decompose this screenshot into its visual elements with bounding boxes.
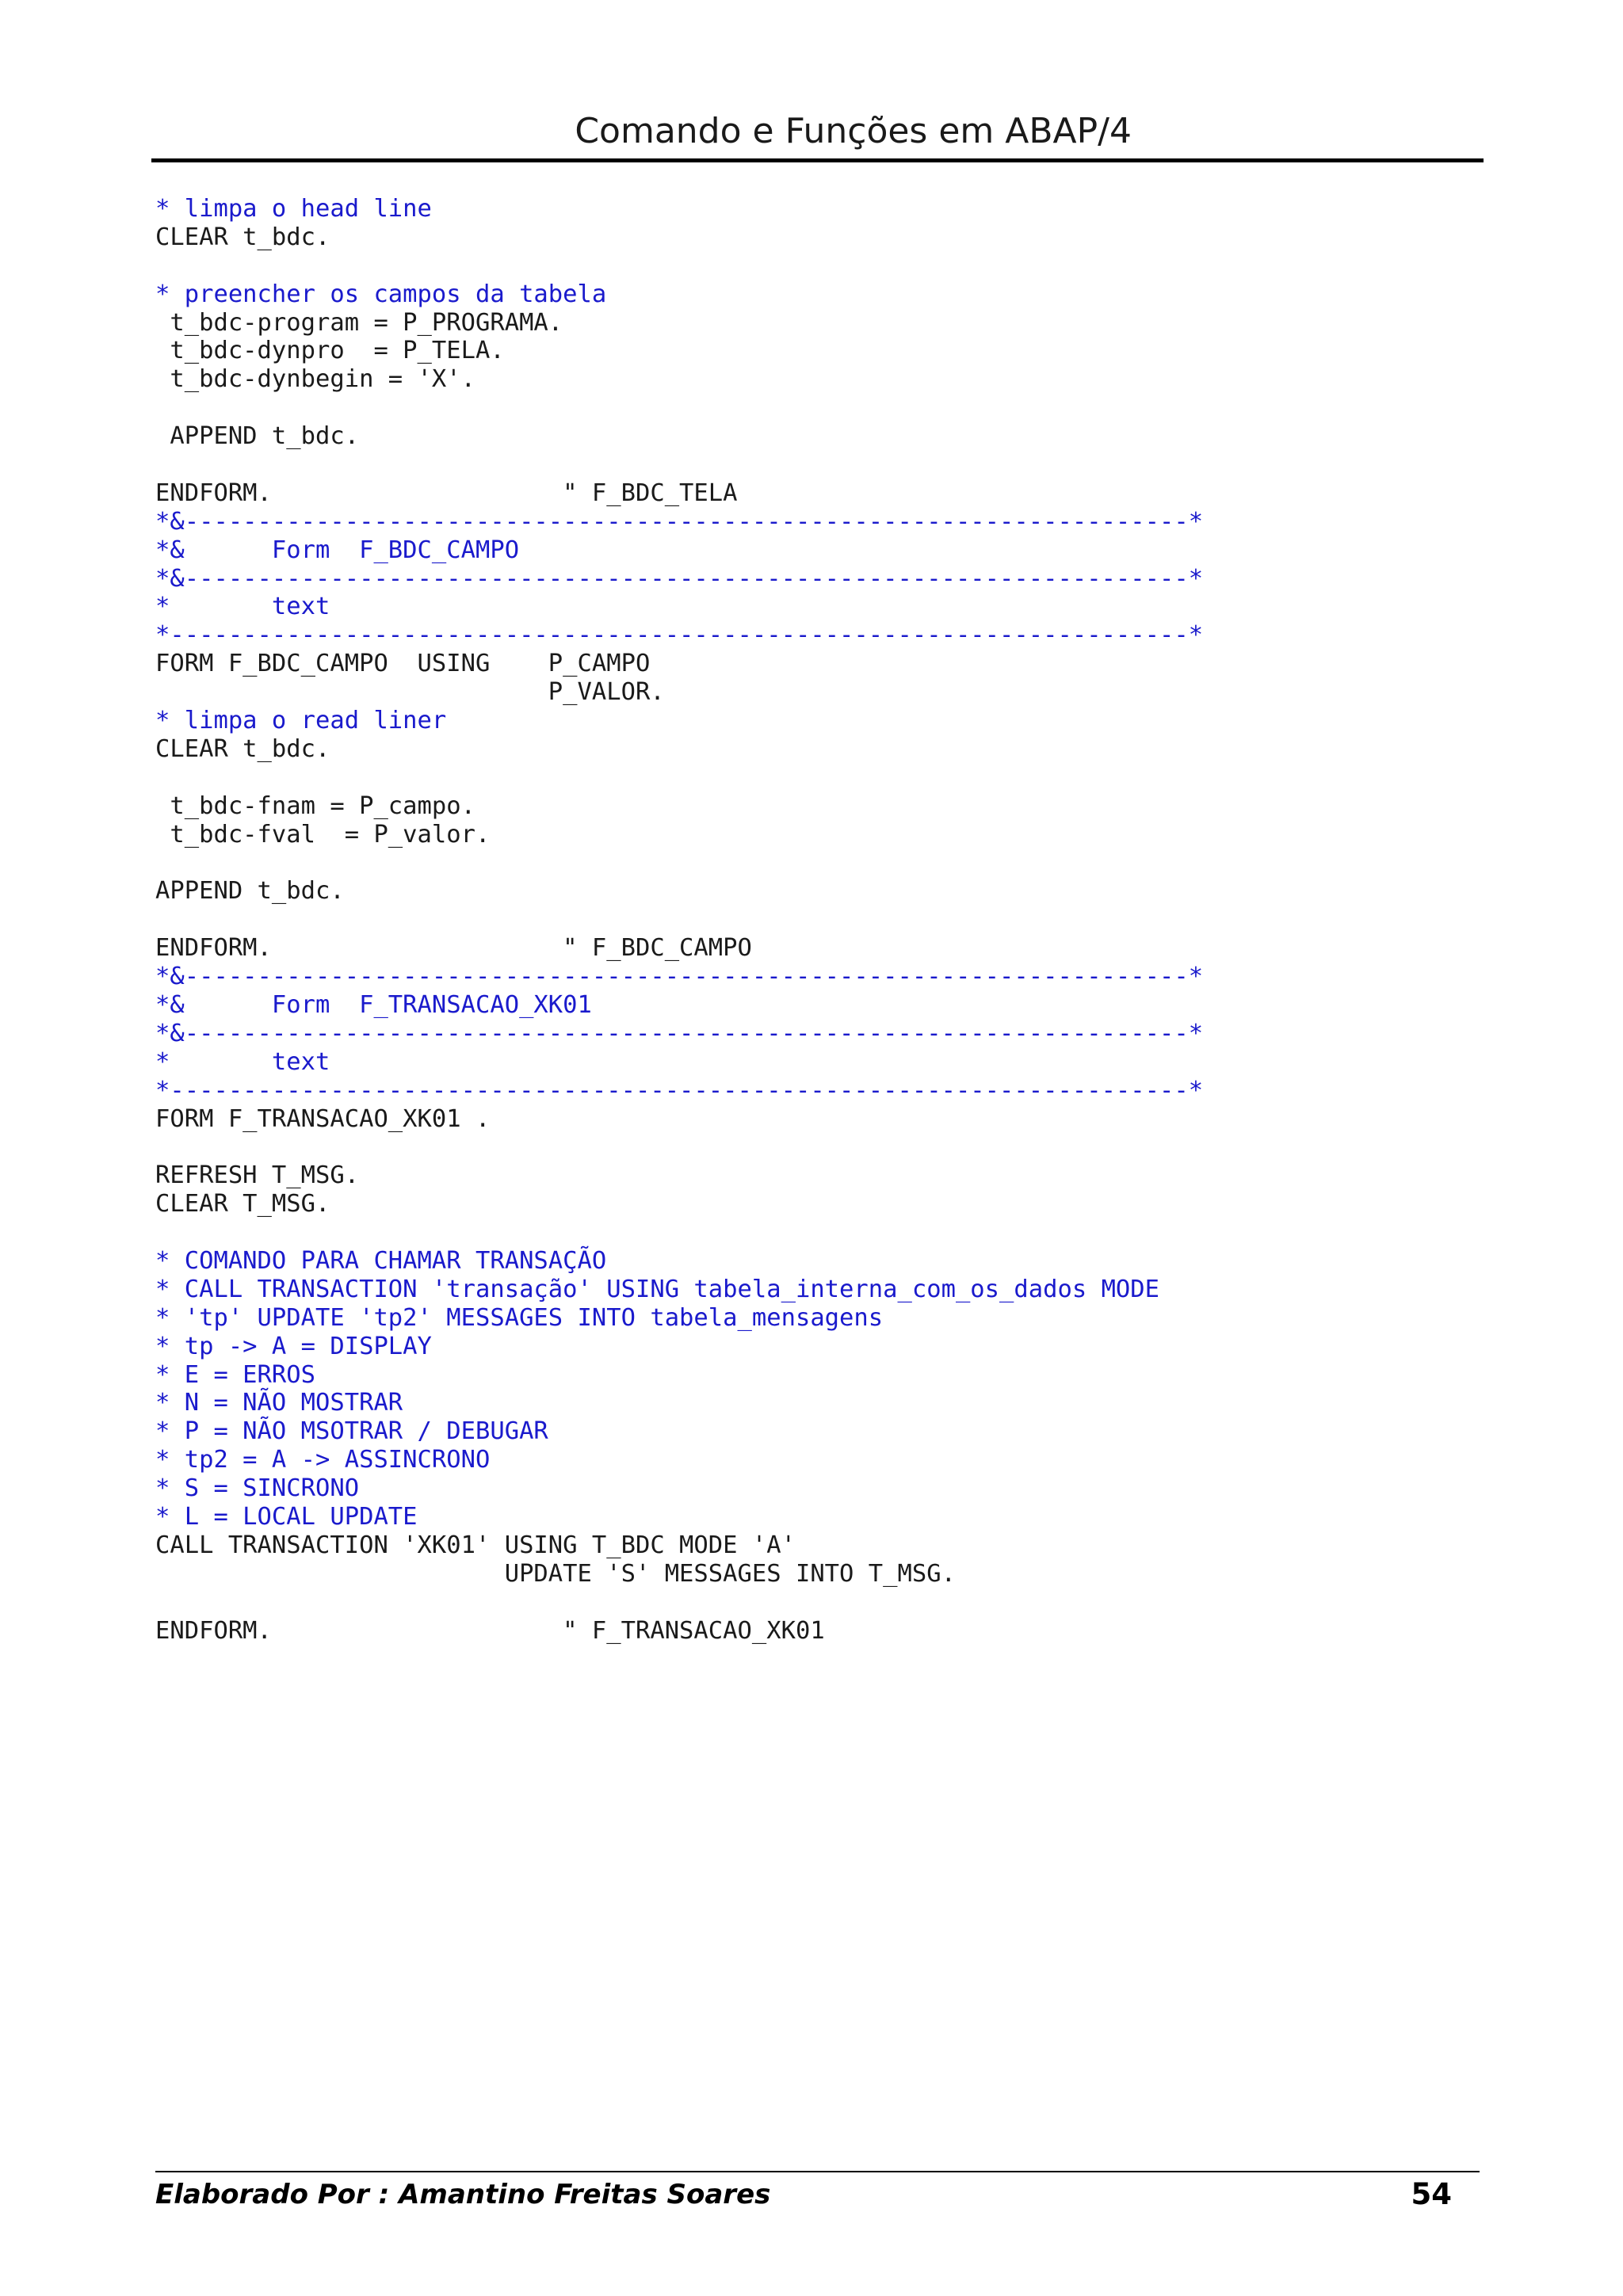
code-line: ENDFORM. " F_TRANSACAO_XK01 bbox=[155, 1616, 825, 1645]
code-comment-line: * text bbox=[155, 1047, 330, 1076]
code-comment-line: *----------------------------------------------------------------------* bbox=[155, 1076, 1204, 1104]
footer-rule bbox=[155, 2171, 1480, 2172]
code-comment-line: *----------------------------------------------------------------------* bbox=[155, 621, 1204, 650]
code-comment-line: *&---------------------------------------------------------------------* bbox=[155, 1019, 1204, 1047]
code-line: APPEND t_bdc. bbox=[155, 877, 345, 906]
code-line: ENDFORM. " F_BDC_CAMPO bbox=[155, 934, 752, 963]
code-comment-line: * CALL TRANSACTION 'transação' USING tabela_interna_com_os_dados MODE bbox=[155, 1275, 1160, 1303]
code-line bbox=[155, 252, 1203, 280]
code-line bbox=[155, 451, 1203, 479]
code-comment-line: * L = LOCAL UPDATE bbox=[155, 1502, 418, 1531]
code-line bbox=[155, 1589, 1203, 1617]
code-line: t_bdc-fval = P_valor. bbox=[155, 820, 491, 849]
code-comment-line: * limpa o head line bbox=[155, 195, 432, 223]
code-comment-line: * COMANDO PARA CHAMAR TRANSAÇÃO bbox=[155, 1246, 607, 1275]
code-comment-line: * tp2 = A -> ASSINCRONO bbox=[155, 1446, 491, 1474]
code-line: APPEND t_bdc. bbox=[155, 422, 360, 451]
code-comment-line: * limpa o read liner bbox=[155, 707, 447, 735]
code-comment-line: *&---------------------------------------------------------------------* bbox=[155, 507, 1204, 536]
code-line bbox=[155, 764, 1203, 792]
code-comment-line: *& Form F_TRANSACAO_XK01 bbox=[155, 990, 592, 1019]
code-comment-line: *& Form F_BDC_CAMPO bbox=[155, 536, 520, 564]
code-comment-line: *&---------------------------------------------------------------------* bbox=[155, 564, 1204, 593]
footer-author: Elaborado Por : Amantino Freitas Soares bbox=[155, 2179, 771, 2210]
code-comment-line: * preencher os campos da tabela bbox=[155, 280, 607, 308]
code-comment-line: * S = SINCRONO bbox=[155, 1474, 360, 1503]
code-listing bbox=[155, 195, 1203, 1645]
code-line bbox=[155, 906, 1203, 934]
page-number: 54 bbox=[1411, 2177, 1452, 2211]
code-line: CLEAR t_bdc. bbox=[155, 223, 330, 251]
code-comment-line: * P = NÃO MSOTRAR / DEBUGAR bbox=[155, 1417, 548, 1446]
code-line bbox=[155, 1219, 1203, 1247]
code-line: t_bdc-dynbegin = 'X'. bbox=[155, 365, 475, 394]
code-line: CLEAR t_bdc. bbox=[155, 734, 330, 763]
code-line: P_VALOR. bbox=[155, 678, 665, 707]
code-line bbox=[155, 394, 1203, 422]
code-comment-line: *&---------------------------------------------------------------------* bbox=[155, 963, 1204, 991]
code-line: UPDATE 'S' MESSAGES INTO T_MSG. bbox=[155, 1559, 956, 1588]
code-comment-line: * N = NÃO MOSTRAR bbox=[155, 1389, 403, 1417]
code-line bbox=[155, 849, 1203, 877]
code-line: ENDFORM. " F_BDC_TELA bbox=[155, 479, 738, 507]
code-comment-line: * 'tp' UPDATE 'tp2' MESSAGES INTO tabela_mensagens bbox=[155, 1303, 884, 1332]
code-line: REFRESH T_MSG. bbox=[155, 1161, 360, 1190]
code-line: CALL TRANSACTION 'XK01' USING T_BDC MODE 'A' bbox=[155, 1531, 796, 1559]
code-comment-line: * text bbox=[155, 593, 330, 621]
header-rule bbox=[151, 158, 1484, 162]
code-line: CLEAR T_MSG. bbox=[155, 1190, 330, 1219]
code-line: t_bdc-program = P_PROGRAMA. bbox=[155, 308, 563, 337]
code-comment-line: * tp -> A = DISPLAY bbox=[155, 1332, 432, 1360]
code-line: FORM F_TRANSACAO_XK01 . bbox=[155, 1104, 491, 1133]
code-comment-line: * E = ERROS bbox=[155, 1360, 315, 1389]
code-line: t_bdc-dynpro = P_TELA. bbox=[155, 337, 505, 365]
code-line: FORM F_BDC_CAMPO USING P_CAMPO bbox=[155, 650, 651, 678]
code-line: t_bdc-fnam = P_campo. bbox=[155, 791, 475, 820]
page-header-title: Comando e Funções em ABAP/4 bbox=[575, 111, 1132, 151]
code-line bbox=[155, 1133, 1203, 1161]
